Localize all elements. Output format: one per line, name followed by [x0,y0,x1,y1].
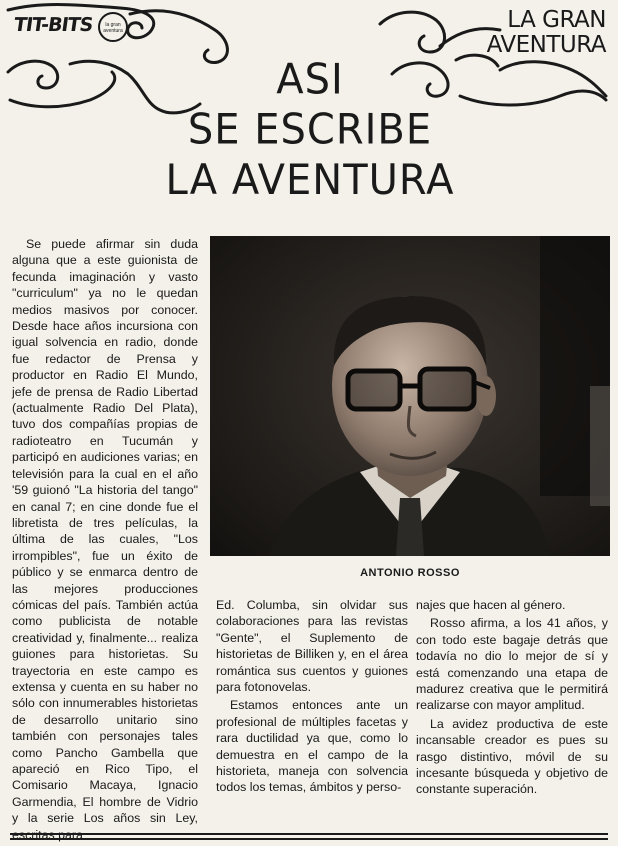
paragraph: Estamos entonces ante un profesional de múltiples facetas y rara ductilidad ya que, como lo demuestra en el campo de la historieta, maneja con solvencia todos los temas, ámbitos y perso- [216,698,408,795]
article-headline [150,54,470,205]
photo-caption: ANTONIO ROSSO [360,567,460,579]
article-column-2 [216,597,408,798]
paragraph: najes que hacen al género. [416,598,566,612]
author-photo [210,236,610,556]
bottom-rule [10,833,608,835]
headline-line3: LA AVENTURA [165,156,455,205]
section-label-line1: LA GRAN [507,7,606,33]
bottom-rule [10,838,608,840]
section-label-line2: AVENTURA [486,32,606,58]
paragraph: La avidez productiva de este incansable creador es pues su rasgo distintivo, móvil de su incesante búsqueda y objetivo de constante superación. [416,716,608,797]
headline-line2: SE ESCRIBE [187,105,433,155]
headline-line1: ASI [276,55,344,104]
paragraph: Rosso afirma, a los 41 años, y con todo este bagaje detrás que todavía no dio lo mejor de sí y está comenzando una etapa de madurez creativa que le permitirá realizarse con mayor amplitud. [416,616,608,713]
paragraph: Ed. Columba, sin olvidar sus colaboraciones para las revistas "Gente", el Suplemento de historietas de Billiken y, en el área romántica sus cuentos y guiones para fotonovelas. [216,598,408,695]
logo-badge: la gran aventura [98,12,128,42]
article-column-3 [416,597,608,800]
magazine-logo: TIT-BITS [12,14,94,36]
section-label [476,8,606,58]
portrait-illustration [210,236,610,556]
paragraph: Se puede afirmar sin duda alguna que a este guionista de fecunda imaginación y vasto "curriculum" ya no le quedan medios masivos por conocer. Desde hace años incursiona con igual solvencia en radio, donde fue redactor de Prensa y productor en Radio El Mundo, jefe de prensa de Radio Libertad (actualmente Radio Del Plata), tuvo dos compañías propias de radioteatro en Tucumán y participó en audiciones varias; en televisión para la cual en el año '59 guionó "La historia del tango" en canal 7; en cine donde fue el libretista de tres películas, la última de las cuales, "Los irrompibles", fue un éxito de público y se enmarca dentro de las mejores producciones cómicas del país. También actúa como publicista de notable creatividad y, finalmente... realiza guiones para historietas. Su trayectoria en este campo es extensa y cuenta en su haber no sólo con innumerables historietas de desarrollo unitario sino también con personajes tales como Pancho Gambella que apareció en Rico Tipo, el Comisario Macaya, Ignacio Garmendia, El hombre de Vidrio y la serie Los años sin Ley, [12,237,198,826]
article-column-1 [12,236,198,845]
